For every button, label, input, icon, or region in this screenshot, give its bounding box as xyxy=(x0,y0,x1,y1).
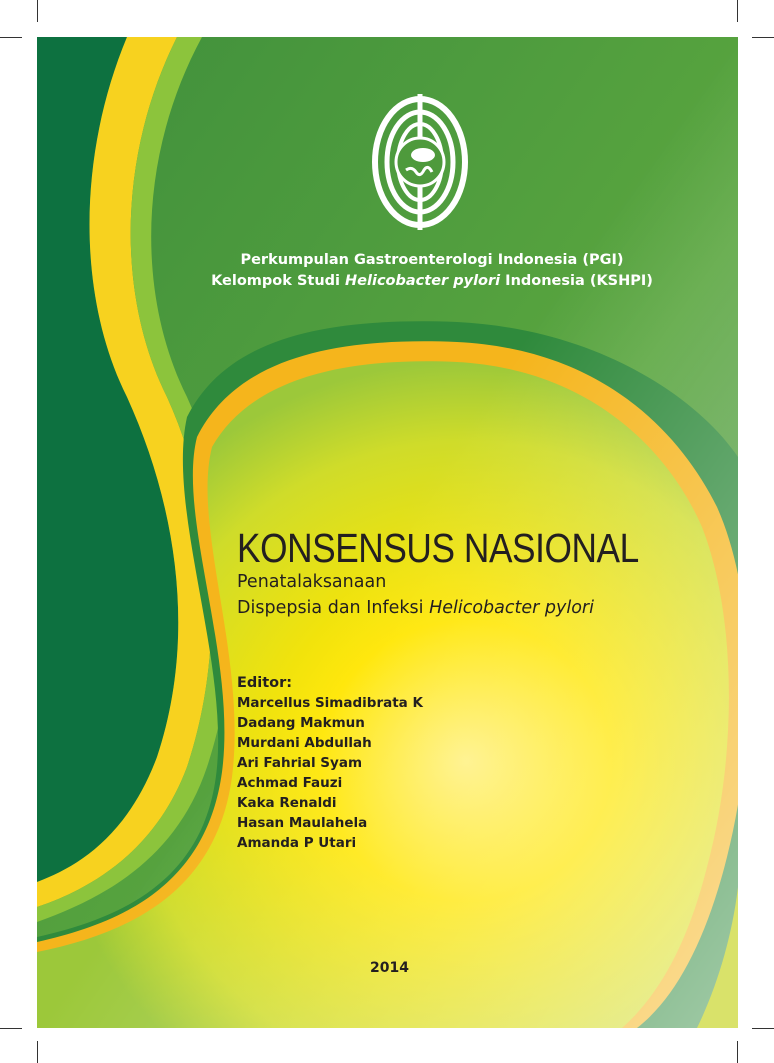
org-line-pgi: Perkumpulan Gastroenterologi Indonesia (PGI) xyxy=(240,252,624,268)
publication-year: 2014 xyxy=(370,960,409,976)
org-text: Kelompok Studi xyxy=(211,273,346,289)
editor-name: Kaka Renaldi xyxy=(237,795,337,811)
editor-name: Amanda P Utari xyxy=(237,835,357,851)
book-cover xyxy=(37,37,738,1028)
crop-mark xyxy=(752,1028,774,1029)
crop-mark xyxy=(737,0,738,22)
org-text: Indonesia (KSHPI) xyxy=(500,273,653,289)
pgi-logo xyxy=(375,94,465,230)
subtitle-line-1: Penatalaksanaan xyxy=(237,572,387,592)
crop-mark xyxy=(0,1028,22,1029)
editor-name: Ari Fahrial Syam xyxy=(237,755,363,771)
crop-mark xyxy=(0,37,22,38)
org-text-italic: Helicobacter pylori xyxy=(345,273,501,289)
crop-mark xyxy=(737,1041,738,1063)
crop-mark xyxy=(752,37,774,38)
editor-name: Marcellus Simadibrata K xyxy=(237,695,423,711)
editor-name: Hasan Maulahela xyxy=(237,815,368,831)
org-line-kshpi xyxy=(37,273,738,289)
book-title: KONSENSUS NASIONAL xyxy=(237,525,639,571)
subtitle-text: Dispepsia dan Infeksi xyxy=(237,598,430,618)
crop-mark xyxy=(37,0,38,22)
editor-name: Murdani Abdullah xyxy=(237,735,372,751)
editor-name: Dadang Makmun xyxy=(237,715,365,731)
subtitle-line-2 xyxy=(237,598,594,618)
crop-mark xyxy=(37,1041,38,1063)
editor-name: Achmad Fauzi xyxy=(237,775,343,791)
subtitle-text-italic: Helicobacter pylori xyxy=(429,598,594,618)
editor-label: Editor: xyxy=(237,675,293,691)
